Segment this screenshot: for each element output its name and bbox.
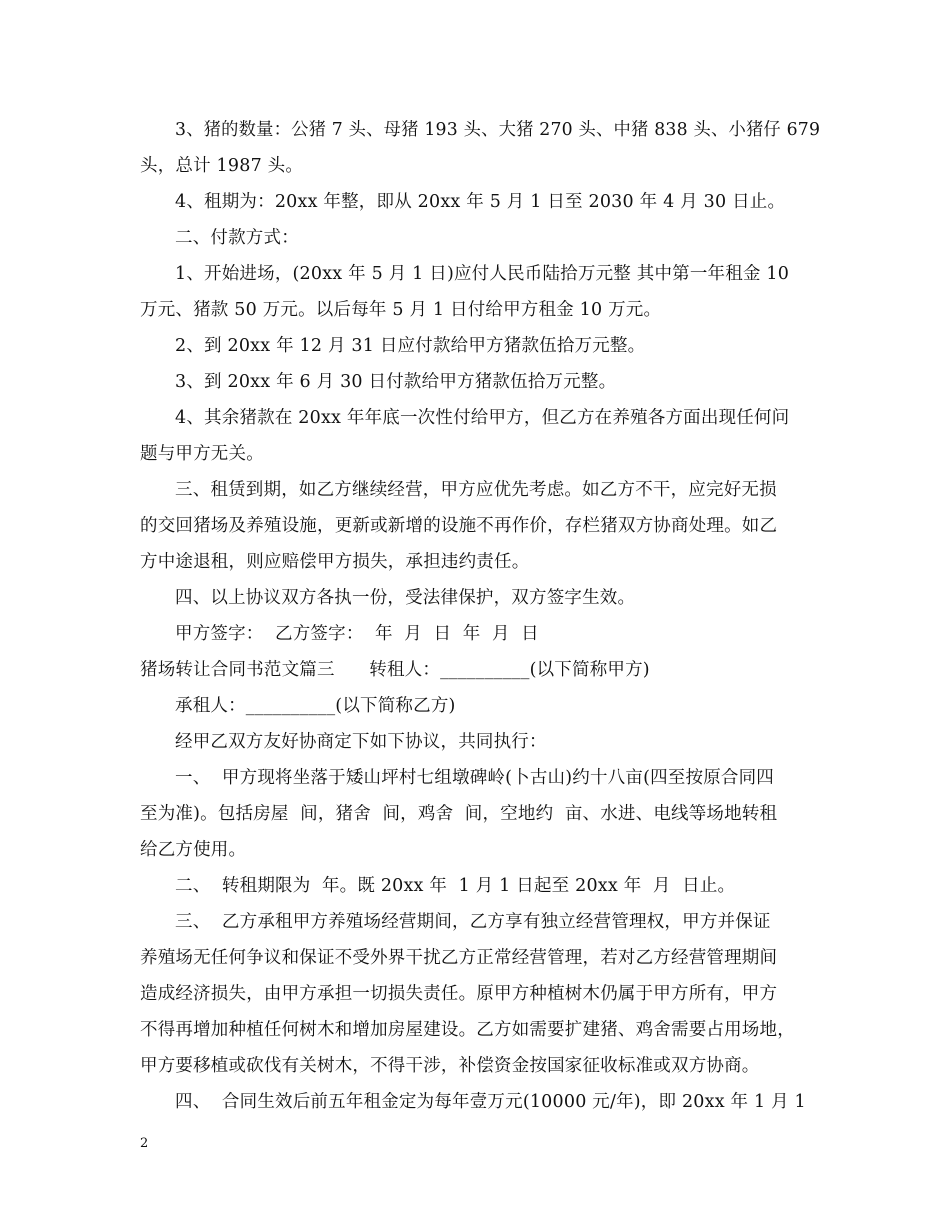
text-line: 2、到 20xx 年 12 月 31 日应付款给甲方猪款伍拾万元整。 bbox=[175, 336, 646, 356]
text-line: 一、 甲方现将坐落于矮山坪村七组墩碑岭(卜古山)约十八亩(四至按原合同四 bbox=[175, 768, 775, 788]
text-line: 甲方要移植或砍伐有关树木，不得干涉，补偿资金按国家征收标准或双方协商。 bbox=[140, 1056, 760, 1076]
text-line: 方中途退租，则应赔偿甲方损失，承担违约责任。 bbox=[140, 552, 530, 572]
page-number: 2 bbox=[140, 1136, 149, 1151]
text-line: 承租人：__________(以下简称乙方) bbox=[175, 696, 456, 716]
text-line: 给乙方使用。 bbox=[140, 840, 247, 860]
text-line: 养殖场无任何争议和保证不受外界干扰乙方正常经营管理，若对乙方经营管理期间 bbox=[140, 948, 778, 968]
text-line: 头，总计 1987 头。 bbox=[140, 156, 304, 176]
text-line: 三、租赁到期，如乙方继续经营，甲方应优先考虑。如乙方不干，应完好无损 bbox=[175, 480, 777, 500]
text-line: 经甲乙双方友好协商定下如下协议，共同执行： bbox=[175, 732, 547, 752]
text-line: 万元、猪款 50 万元。以后每年 5 月 1 日付给甲方租金 10 万元。 bbox=[140, 300, 662, 320]
text-line: 三、 乙方承租甲方养殖场经营期间，乙方享有独立经营管理权，甲方并保证 bbox=[175, 912, 771, 932]
text-line: 3、到 20xx 年 6 月 30 日付款给甲方猪款伍拾万元整。 bbox=[175, 372, 617, 392]
text-line: 的交回猪场及养殖设施，更新或新增的设施不再作价，存栏猪双方协商处理。如乙 bbox=[140, 516, 778, 536]
text-line: 4、其余猪款在 20xx 年年底一次性付给甲方，但乙方在养殖各方面出现任何问 bbox=[175, 408, 790, 428]
text-line: 题与甲方无关。 bbox=[140, 444, 264, 464]
text-line: 不得再增加种植任何树木和增加房屋建设。乙方如需要扩建猪、鸡舍需要占用场地， bbox=[140, 1020, 795, 1040]
text-line: 4、租期为：20xx 年整，即从 20xx 年 5 月 1 日至 2030 年 4 月 30 日止。 bbox=[175, 192, 786, 212]
section-title: 猪场转让合同书范文篇三 转租人：__________(以下简称甲方) bbox=[140, 660, 650, 680]
text-line: 3、猪的数量：公猪 7 头、母猪 193 头、大猪 270 头、中猪 838 头、小猪仔 679 bbox=[175, 120, 821, 140]
section-heading: 二、付款方式： bbox=[175, 228, 299, 248]
text-line: 造成经济损失，由甲方承担一切损失责任。原甲方种植树木仍属于甲方所有，甲方 bbox=[140, 984, 778, 1004]
signature-line: 甲方签字： 乙方签字： 年 月 日 年 月 日 bbox=[175, 624, 539, 644]
text-line: 至为准)。包括房屋 间，猪舍 间，鸡舍 间，空地约 亩、水进、电线等场地转租 bbox=[140, 804, 778, 824]
text-line: 四、 合同生效后前五年租金定为每年壹万元(10000 元/年)，即 20xx 年 1 月 1 bbox=[175, 1092, 806, 1112]
text-line: 二、 转租期限为 年。既 20xx 年 1 月 1 日起至 20xx 年 月 日止。 bbox=[175, 876, 736, 896]
text-line: 1、开始进场，(20xx 年 5 月 1 日)应付人民币陆拾万元整 其中第一年租金 10 bbox=[175, 264, 790, 284]
text-line: 四、以上协议双方各执一份，受法律保护，双方签字生效。 bbox=[175, 588, 636, 608]
